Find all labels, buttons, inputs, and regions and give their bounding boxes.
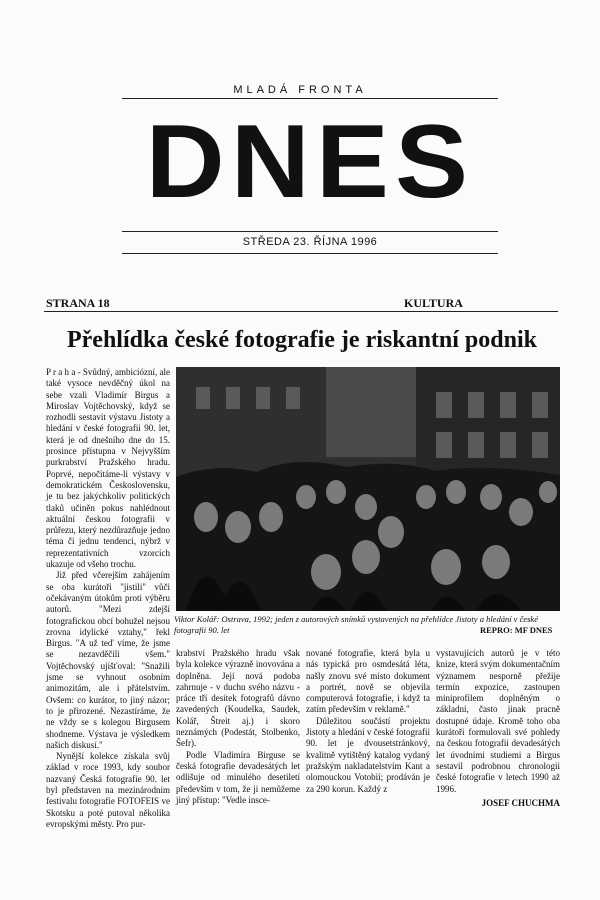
article-column-3 xyxy=(306,648,430,795)
paragraph: krabství Pražského hradu však byla kolekce výrazně inovována a doplněna. Její nová podoba zahrnuje - v duchu svého názvu - práce tří desítek fotografů dávno zavedených (Koudelka, Saudek, Kolář, Štreit aj.) i skoro neznámých (Podestát, Stolbenko, Šefr). xyxy=(176,648,300,749)
photo-credit: REPRO: MF DNES xyxy=(480,625,553,635)
paragraph: nované fotografie, která byla u nás typická pro osmdesátá léta, našly znovu své místo dokument a portrét, nově se objevila computerová fotografie, i když ta zatím především v reklamě." xyxy=(306,648,430,715)
publisher-name: MLADÁ FRONTA xyxy=(233,84,367,96)
photo-caption: Viktor Kolář: Ostrava, 1992; jeden z autorových snímků vystavených na přehlídce Jistoty a hledání v české fotografii 90. let xyxy=(174,614,538,635)
article-headline: Přehlídka české fotografie je riskantní podnik xyxy=(66,327,537,353)
newspaper-logo: DNES xyxy=(145,104,475,220)
paragraph: Již před včerejším zahájením se oba kurátoři "jistili" vůči očekávaným útokům proti výběru autorů. "Mezi zdejší fotografickou obcí bohužel nejsou zrovna idylické vztahy," řekl Birgus. "A už teď víme, že jsme se nezavděčili všem." Vojtěchovský ujišťoval: "Snažili jsme se vyhnout osobním animozitám, ale i přátelstvím. Ovšem: co kurátor, to jiný názor; to je přirozené. Nezastíráme, že ne vždy se s kolegou Birgusem shodneme. Výstava je výsledkem našich diskusí." xyxy=(46,570,170,750)
article-column-1 xyxy=(46,367,170,830)
masthead-rule-bottom xyxy=(122,253,498,254)
paragraph: P r a h a - Svůdný, ambiciózní, ale také vysoce nevděčný úkol na sebe vzali Vladimír Birgus a Miroslav Vojtěchovský, když se rozhodli sestavit výstavu Jistoty a hledání v české fotografii 90. let, která je od dnešního dne do 15. prosince přístupna v Nejvyšším purkrabství Pražského hradu. Poprvé, nepočítáme-li výstavy v demokratickém Československu, je tu bez jakýchkoliv politických tlaků učiněn pokus nahlédnout aktuální českou fotografii v průřezu, který nezdůrazňuje jedno téma či jednu tendenci, nýbrž v reprezentativních vzorcích ukazuje od všeho trochu. xyxy=(46,367,170,570)
crowd-photograph xyxy=(176,367,560,611)
issue-date: STŘEDA 23. ŘÍJNA 1996 xyxy=(242,236,378,248)
paragraph: Důležitou součástí projektu Jistoty a hledání v české fotografii 90. let je dvousetstránkový, kvalitně vytištěný katalog vydaný pražským nakladatelstvím Kant a olomouckou Votobií; prodáván je za 290 korun. Každý z xyxy=(306,715,430,794)
article-column-4 xyxy=(436,648,560,809)
paragraph: vystavujících autorů je v této knize, která svým dokumentačním významem nesporně přežije termín expozice, zastoupen miniprofilem doplněným o základní, často jinak pracně dostupné údaje. Kromě toho oba kurátoři formulovali své pohledy na českou fotografii devadesátých let úvodními studiemi a Birgus sestavil podrobnou chronologii české fotografie v letech 1990 až 1996. xyxy=(436,648,560,794)
article-author: JOSEF CHUCHMA xyxy=(481,797,560,808)
page-number: STRANA 18 xyxy=(46,296,110,310)
section-name: KULTURA xyxy=(404,296,463,310)
photo-illustration xyxy=(176,367,560,611)
paragraph: Nynější kolekce získala svůj základ v roce 1993, kdy soubor nazvaný Česká fotografie 90. let byl představen na mezinárodním festivalu fotografie FOTOFEIS ve Skotsku a poté putoval několika evropskými městy. Pro pur- xyxy=(46,751,170,829)
section-rule xyxy=(44,311,558,312)
article-column-2 xyxy=(176,648,300,806)
masthead-rule-middle xyxy=(122,231,498,232)
paragraph: Podle Vladimíra Birguse se česká fotografie devadesátých let odlišuje od minulého desetiletí především v tom, že ji nemůžeme jiný přístup: "Vedle insce- xyxy=(176,749,300,805)
